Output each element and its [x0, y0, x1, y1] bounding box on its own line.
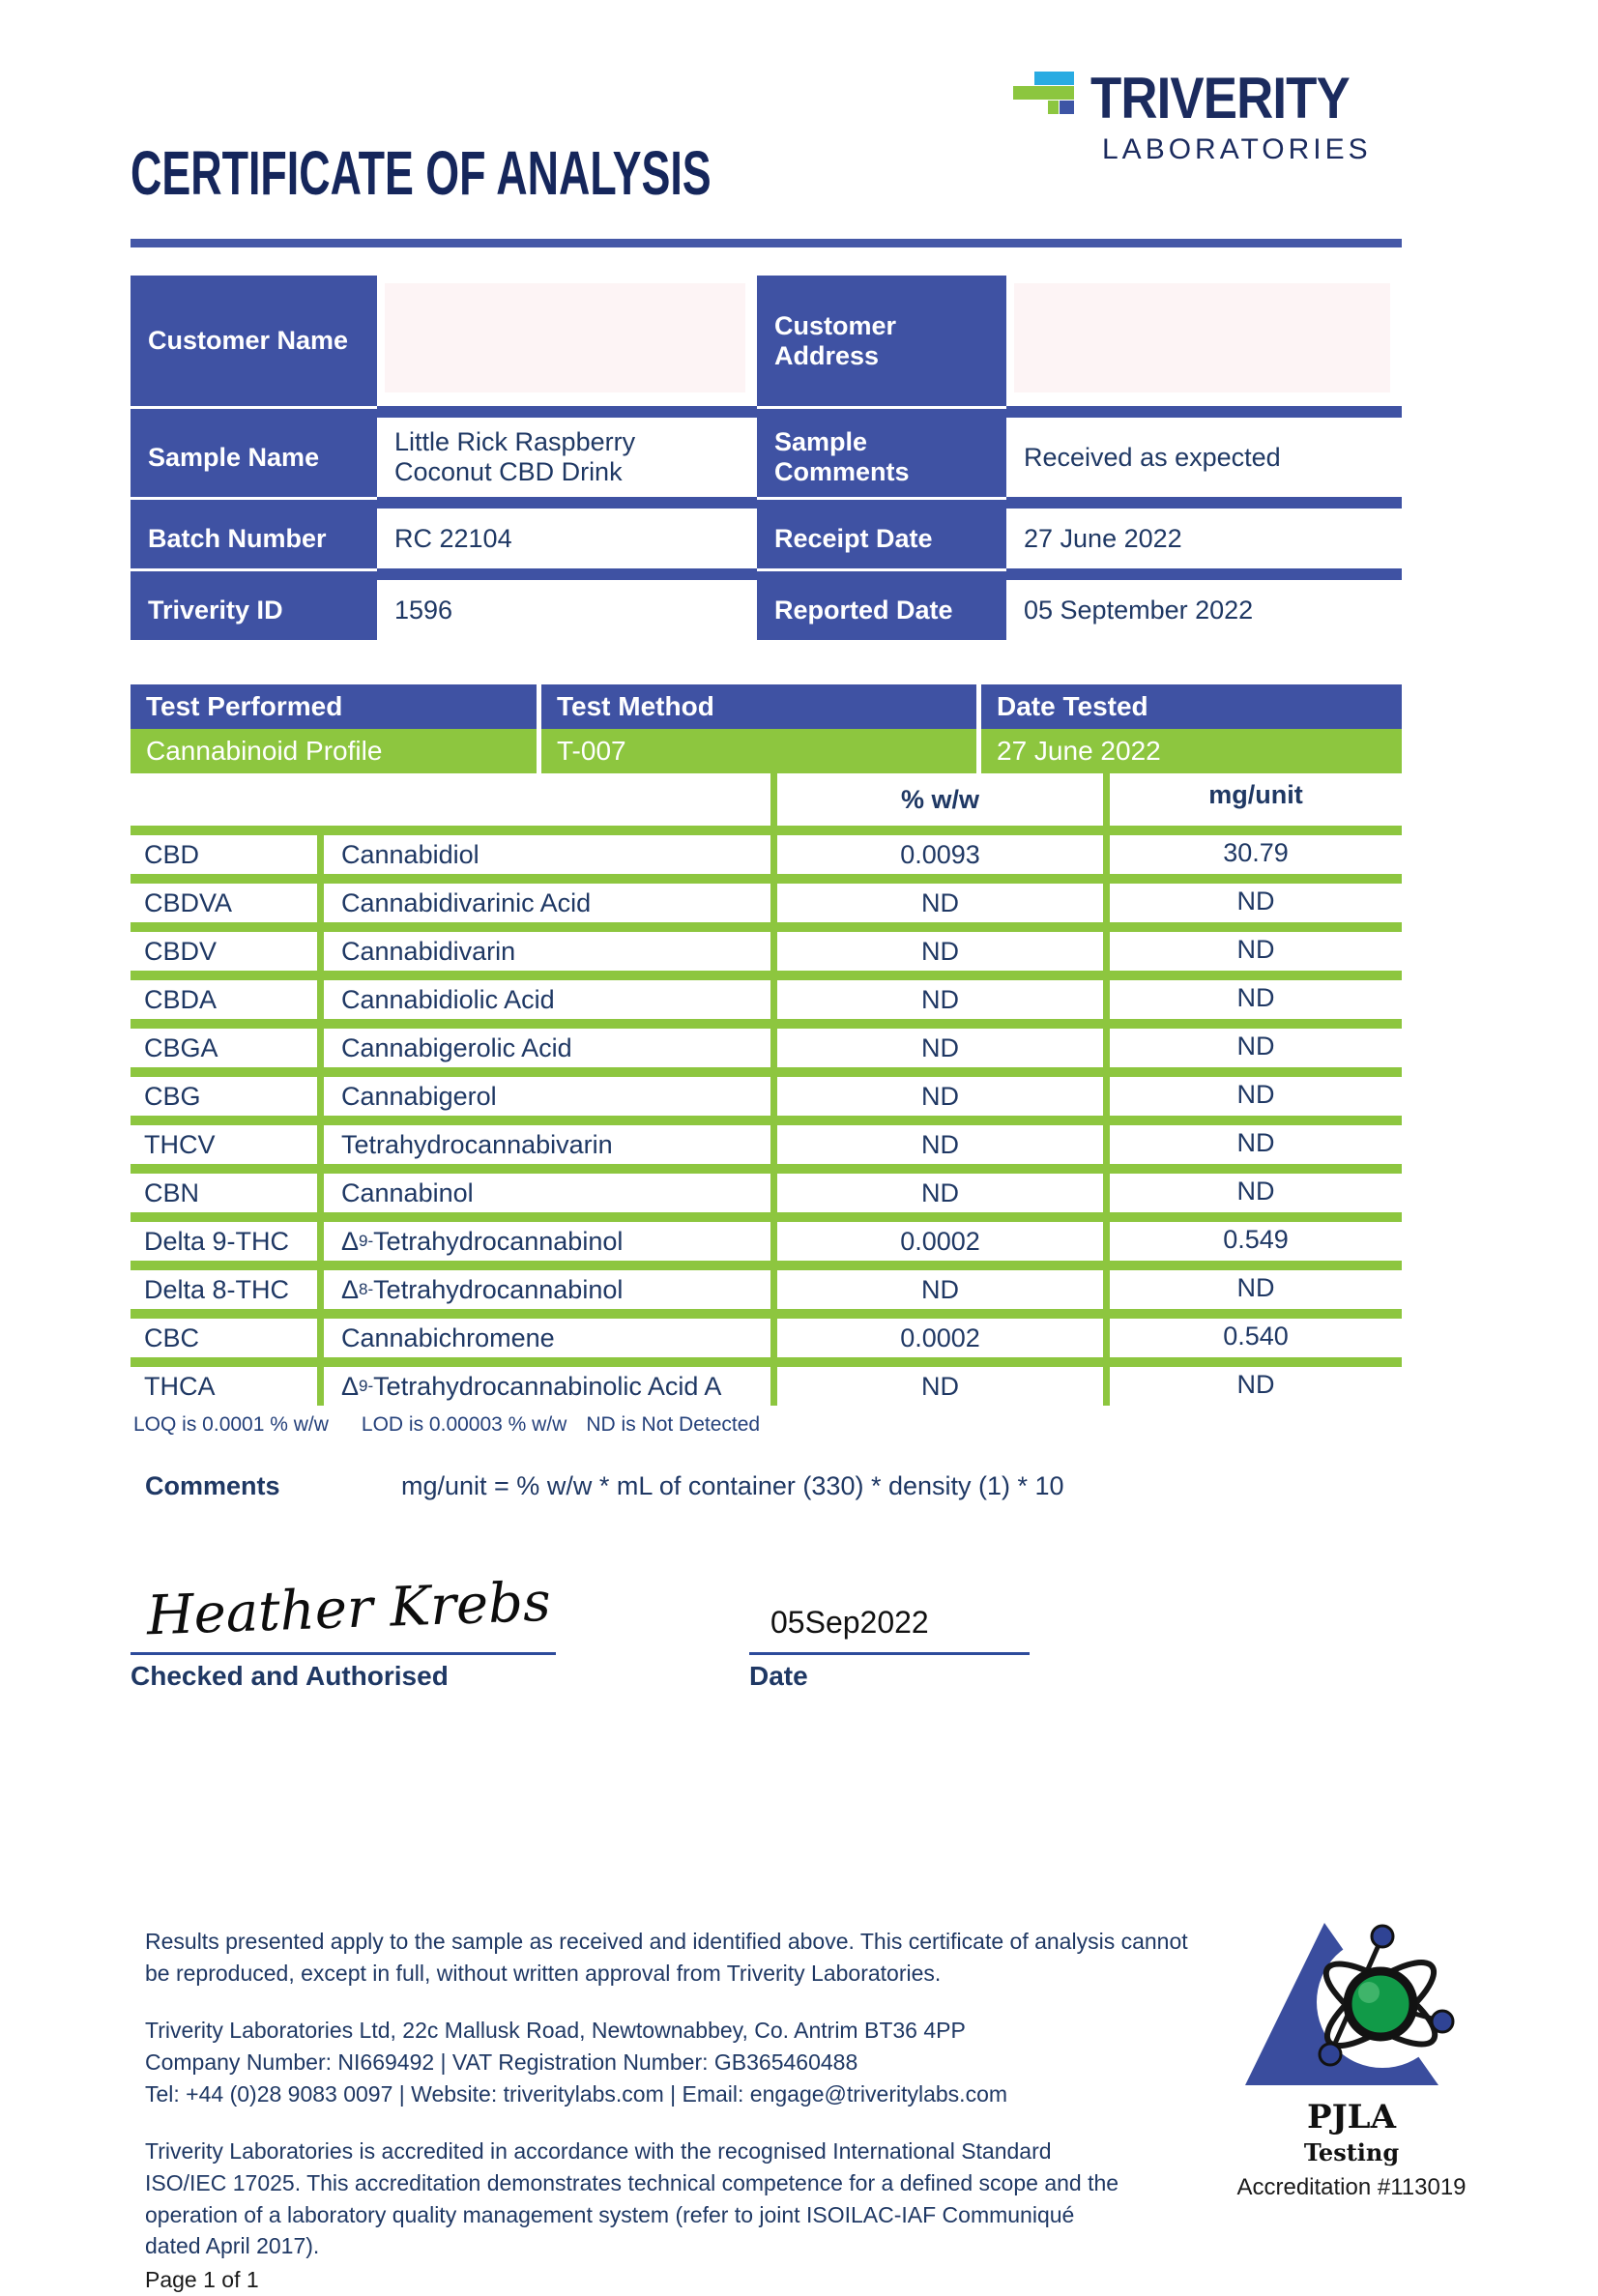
column-divider: [1103, 1125, 1110, 1164]
percent-ww-value: ND: [921, 1177, 959, 1207]
tests-header-test-performed: Test Performed: [131, 684, 537, 729]
info-row-sample-comments: [757, 418, 1402, 497]
info-row-triverity-id: [131, 580, 757, 640]
nd-note: ND is Not Detected: [586, 1413, 761, 1436]
brand-name: TRIVERITY: [1090, 66, 1350, 131]
column-divider: [770, 1319, 777, 1357]
row-divider: [757, 568, 1402, 580]
compound-abbreviation: CBD: [144, 839, 200, 869]
compound-name: Δ 9- Tetrahydrocannabinol: [341, 1226, 624, 1256]
column-divider: [317, 1125, 324, 1164]
column-divider: [770, 884, 777, 922]
mg-per-unit-value: ND: [1236, 935, 1275, 964]
receipt-date-label: Receipt Date: [757, 509, 1006, 568]
row-divider: [131, 406, 757, 418]
column-divider: [1103, 1174, 1110, 1212]
pjla-subtitle: Testing: [1303, 2138, 1400, 2166]
mg-per-unit-value: 30.79: [1223, 838, 1289, 867]
date-label: Date: [749, 1661, 808, 1691]
mg-per-unit-value: ND: [1236, 1370, 1275, 1399]
results-rows: [131, 826, 1402, 1406]
signature-line: [131, 1652, 556, 1655]
tests-header-date-tested: Date Tested: [981, 684, 1402, 729]
tests-header-row: [131, 684, 1402, 729]
column-divider: [1103, 835, 1110, 874]
signature-section: [131, 1570, 1402, 1692]
brand-subtitle: LABORATORIES: [1102, 133, 1372, 166]
comments-label: Comments: [145, 1471, 280, 1500]
percent-ww-value: ND: [921, 1129, 959, 1159]
sample-comments-label: Sample Comments: [757, 418, 1006, 497]
pjla-name: PJLA: [1307, 2098, 1396, 2136]
triverity-logo: [1013, 66, 1384, 166]
column-divider: [317, 1367, 324, 1406]
logo-green-square: [1048, 101, 1059, 114]
sample-info-table: [131, 276, 1402, 640]
column-divider: [1103, 773, 1110, 826]
result-row: [131, 1174, 1402, 1212]
column-divider: [1103, 1270, 1110, 1309]
pjla-logo-icon: [1235, 1919, 1467, 2091]
column-divider: [317, 932, 324, 971]
percent-ww-value: ND: [921, 1371, 959, 1401]
batch-number-value: RC 22104: [377, 509, 757, 568]
mg-per-unit-value: ND: [1236, 1128, 1275, 1157]
loq-note: LOQ is 0.0001 % w/w: [133, 1413, 329, 1436]
column-divider: [770, 1029, 777, 1067]
brand-text: [1090, 66, 1384, 166]
compound-abbreviation: CBGA: [144, 1032, 218, 1062]
column-divider: [770, 1270, 777, 1309]
redacted-value-box: [385, 283, 745, 392]
signature-handwriting: Heather Krebs: [145, 1570, 552, 1648]
customer-name-label: Customer Name: [131, 276, 377, 406]
company-registration: Company Number: NI669492 | VAT Registration Number: GB365460488: [145, 2049, 858, 2075]
redacted-value-box: [1014, 283, 1390, 392]
info-row-customer-name: [131, 276, 757, 406]
column-divider: [317, 1174, 324, 1212]
column-divider: [317, 1029, 324, 1067]
logo-green-bar: [1013, 86, 1074, 100]
page-number: Page 1 of 1: [145, 2266, 259, 2292]
triverity-id-value: 1596: [377, 580, 757, 640]
detection-limit-notes: [133, 1413, 760, 1437]
triverity-id-label: Triverity ID: [131, 580, 377, 640]
row-divider: [131, 826, 1402, 835]
info-row-sample-name: [131, 418, 757, 497]
result-row: [131, 1367, 1402, 1406]
mg-per-unit-value: 0.540: [1223, 1322, 1289, 1351]
page-title: CERTIFICATE OF ANALYSIS: [131, 138, 712, 208]
date-line: [749, 1652, 1030, 1655]
result-row: [131, 1077, 1402, 1116]
unit-header-ww: % w/w: [900, 784, 979, 814]
cannabinoid-results-table: [131, 773, 1402, 1406]
tests-table: [131, 684, 1402, 773]
info-row-receipt-date: [757, 509, 1402, 568]
unit-header-mg: mg/unit: [1208, 780, 1303, 809]
signature-label: Checked and Authorised: [131, 1661, 449, 1691]
customer-address-label: Customer Address: [757, 276, 1006, 406]
pjla-accreditation-number: Accreditation #113019: [1236, 2174, 1467, 2200]
percent-ww-value: ND: [921, 1081, 959, 1111]
row-divider: [131, 1309, 1402, 1319]
column-divider: [770, 1367, 777, 1406]
result-row: [131, 1319, 1402, 1357]
row-divider: [131, 874, 1402, 884]
column-divider: [1103, 1319, 1110, 1357]
compound-abbreviation: CBDV: [144, 936, 218, 966]
compound-abbreviation: Delta 9-THC: [144, 1226, 290, 1256]
reported-date-value: 05 September 2022: [1006, 580, 1402, 640]
results-unit-header-row: [131, 773, 1402, 826]
row-divider: [757, 497, 1402, 509]
sample-name-value: Little Rick Raspberry Coconut CBD Drink: [377, 418, 757, 497]
column-divider: [1103, 1029, 1110, 1067]
result-row: [131, 835, 1402, 874]
batch-number-label: Batch Number: [131, 509, 377, 568]
percent-ww-value: 0.0002: [900, 1322, 980, 1352]
customer-name-value: [377, 276, 757, 406]
column-divider: [770, 932, 777, 971]
compound-name: Cannabidiolic Acid: [341, 984, 555, 1014]
percent-ww-value: ND: [921, 1032, 959, 1062]
info-right-group: [757, 276, 1402, 640]
disclaimer-paragraph: Results presented apply to the sample as received and identified above. This certificate of analysis cannot be reproduced, except in full, without written approval from Triverity Laboratories.: [145, 1929, 1188, 1986]
compound-abbreviation: CBN: [144, 1177, 200, 1207]
compound-name: Cannabidiol: [341, 839, 479, 869]
column-divider: [317, 1222, 324, 1261]
compound-name: Δ 8- Tetrahydrocannabinol: [341, 1274, 624, 1304]
result-row: [131, 932, 1402, 971]
info-left-group: [131, 276, 757, 640]
result-row: [131, 1029, 1402, 1067]
percent-ww-value: ND: [921, 1274, 959, 1304]
row-divider: [131, 1261, 1402, 1270]
column-divider: [1103, 1367, 1110, 1406]
signature-column: [131, 1570, 556, 1692]
mg-per-unit-value: ND: [1236, 1273, 1275, 1302]
column-divider: [1103, 1077, 1110, 1116]
column-divider: [1103, 932, 1110, 971]
column-divider: [317, 1319, 324, 1357]
column-divider: [1103, 1222, 1110, 1261]
percent-ww-value: ND: [921, 887, 959, 917]
compound-name: Cannabigerolic Acid: [341, 1032, 572, 1062]
result-row: [131, 1222, 1402, 1261]
compound-abbreviation: THCA: [144, 1371, 216, 1401]
sample-comments-value: Received as expected: [1006, 418, 1402, 497]
column-divider: [770, 835, 777, 874]
column-divider: [770, 1125, 777, 1164]
mg-per-unit-value: 0.549: [1223, 1225, 1289, 1254]
tests-header-test-method: Test Method: [541, 684, 976, 729]
mg-per-unit-value: ND: [1236, 983, 1275, 1012]
compound-abbreviation: Delta 8-THC: [144, 1274, 290, 1304]
compound-abbreviation: CBDA: [144, 984, 218, 1014]
column-divider: [317, 980, 324, 1019]
mg-per-unit-value: ND: [1236, 886, 1275, 915]
result-row: [131, 980, 1402, 1019]
header-divider: [131, 239, 1402, 247]
test-performed-value: Cannabinoid Profile: [131, 729, 537, 773]
signature-date: 05Sep2022: [770, 1605, 929, 1640]
compound-name: Cannabidivarinic Acid: [341, 887, 592, 917]
sample-name-label: Sample Name: [131, 418, 377, 497]
column-divider: [770, 773, 777, 826]
percent-ww-value: ND: [921, 984, 959, 1014]
result-row: [131, 1270, 1402, 1309]
mg-per-unit-value: ND: [1236, 1080, 1275, 1109]
row-divider: [131, 497, 757, 509]
customer-address-value: [1006, 276, 1402, 406]
triverity-logo-mark-icon: [1013, 72, 1075, 116]
compound-abbreviation: THCV: [144, 1129, 216, 1159]
column-divider: [317, 884, 324, 922]
company-details: [145, 2015, 1208, 2109]
pjla-accreditation-block: [1211, 1919, 1492, 2201]
row-divider: [131, 1164, 1402, 1174]
tests-data-row: [131, 729, 1402, 773]
compound-abbreviation: CBG: [144, 1081, 201, 1111]
comments-section: [145, 1471, 1064, 1501]
lod-note: LOD is 0.00003 % w/w: [361, 1413, 567, 1436]
row-divider: [131, 1116, 1402, 1125]
compound-name: Cannabinol: [341, 1177, 474, 1207]
company-address: Triverity Laboratories Ltd, 22c Mallusk Road, Newtownabbey, Co. Antrim BT36 4PP: [145, 2018, 966, 2044]
row-divider: [131, 1067, 1402, 1077]
info-row-customer-address: [757, 276, 1402, 406]
row-divider: [131, 1357, 1402, 1367]
logo-blue-bar: [1060, 101, 1074, 114]
column-divider: [317, 1270, 324, 1309]
row-divider: [131, 1019, 1402, 1029]
column-divider: [1103, 980, 1110, 1019]
compound-name: Cannabigerol: [341, 1081, 497, 1111]
result-row: [131, 1125, 1402, 1164]
date-column: [749, 1605, 1030, 1692]
column-divider: [770, 1174, 777, 1212]
percent-ww-value: 0.0093: [900, 839, 980, 869]
row-divider: [131, 1212, 1402, 1222]
compound-name: Cannabichromene: [341, 1322, 555, 1352]
mg-per-unit-value: ND: [1236, 1177, 1275, 1206]
logo-cyan-bar: [1034, 72, 1074, 85]
compound-abbreviation: CBC: [144, 1322, 200, 1352]
footer-text: [145, 1926, 1208, 2296]
reported-date-label: Reported Date: [757, 580, 1006, 640]
date-tested-value: 27 June 2022: [981, 729, 1402, 773]
column-divider: [770, 1077, 777, 1116]
info-row-reported-date: [757, 580, 1402, 640]
column-divider: [770, 980, 777, 1019]
mg-per-unit-value: ND: [1236, 1032, 1275, 1061]
comments-text: mg/unit = % w/w * mL of container (330) * density (1) * 10: [401, 1471, 1064, 1500]
column-divider: [317, 1077, 324, 1116]
percent-ww-value: ND: [921, 936, 959, 966]
result-row: [131, 884, 1402, 922]
row-divider: [131, 922, 1402, 932]
column-divider: [1103, 884, 1110, 922]
accreditation-paragraph: Triverity Laboratories is accredited in accordance with the recognised International Standard ISO/IEC 17025. This accreditation demonstrates technical competence for a defined scope and the operation of a laboratory quality management system (refer to joint ISOILAC-IAF Communiqué dated April 2017).: [145, 2138, 1119, 2259]
row-divider: [131, 568, 757, 580]
test-method-value: T-007: [541, 729, 976, 773]
compound-abbreviation: CBDVA: [144, 887, 233, 917]
compound-name: Δ 9- Tetrahydrocannabinolic Acid A: [341, 1371, 722, 1401]
column-divider: [770, 1222, 777, 1261]
receipt-date-value: 27 June 2022: [1006, 509, 1402, 568]
percent-ww-value: 0.0002: [900, 1226, 980, 1256]
info-row-batch-number: [131, 509, 757, 568]
compound-name: Tetrahydrocannabivarin: [341, 1129, 613, 1159]
company-contact: Tel: +44 (0)28 9083 0097 | Website: triveritylabs.com | Email: engage@triveritylabs.com: [145, 2080, 1008, 2107]
row-divider: [131, 971, 1402, 980]
compound-name: Cannabidivarin: [341, 936, 516, 966]
row-divider: [757, 406, 1402, 418]
column-divider: [317, 835, 324, 874]
